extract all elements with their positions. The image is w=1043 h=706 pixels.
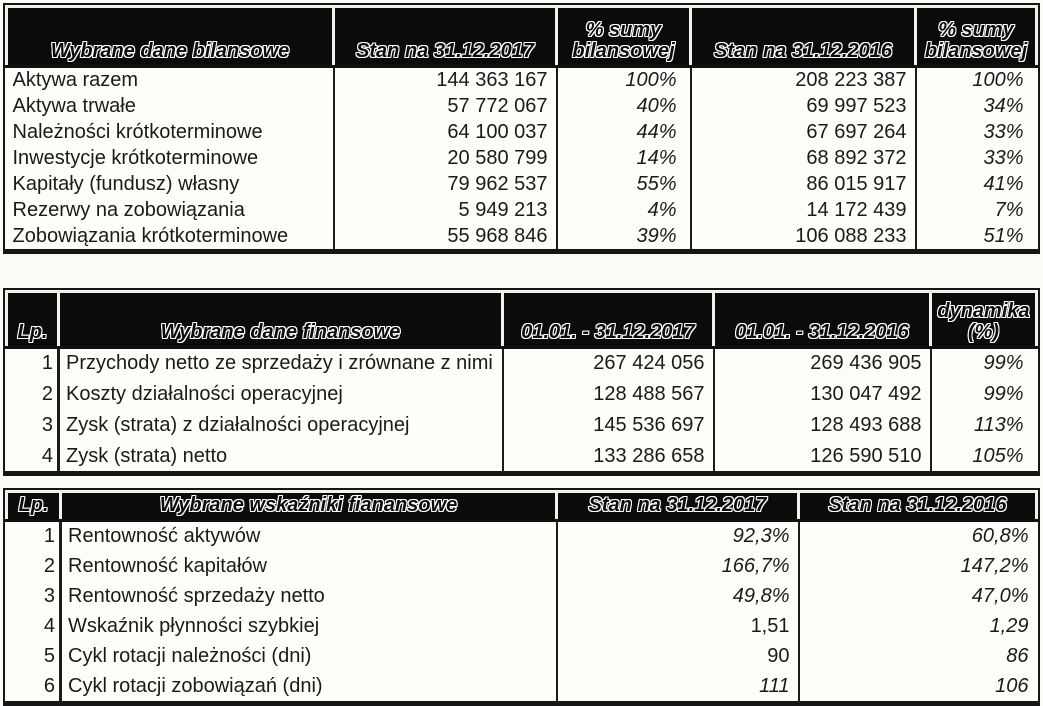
table-row [7, 641, 1037, 671]
row-number: 2 [41, 382, 53, 405]
table-row [7, 611, 1037, 641]
value-2016: 106 [799, 671, 1037, 701]
row-label: Cykl rotacji zobowiązań (dni) [61, 671, 557, 701]
row-label: Zobowiązania krótkoterminowe [12, 224, 289, 247]
table-row [7, 551, 1037, 581]
row-label: Rentowność sprzedaży netto [61, 581, 557, 611]
percent-2017: 39% [557, 223, 691, 249]
percent-2016: 100% [916, 67, 1037, 93]
row-number: 4 [43, 614, 55, 637]
financial-data-table-header [7, 291, 1037, 347]
value-2017: 55 968 846 [334, 223, 557, 249]
value-2017: 20 580 799 [334, 145, 557, 171]
row-label: Rentowność aktywów [61, 521, 557, 551]
row-label: Wskaźnik płynności szybkiej [61, 611, 557, 641]
value-2016: 1,29 [799, 611, 1037, 641]
row-number: 4 [41, 444, 53, 467]
col-header-ratios-name: Wybrane wskaźniki fianansowe [61, 492, 557, 521]
row-label: Aktywa razem [12, 69, 139, 92]
percent-2017: 4% [557, 197, 691, 223]
value-2016: 60,8% [799, 521, 1037, 551]
col-header-pct-2016: % sumy bilansowej [916, 7, 1037, 67]
financial-ratios-table-header [7, 492, 1037, 521]
value-2017: 267 424 056 [503, 347, 714, 378]
value-2016: 86 [799, 641, 1037, 671]
percent-2017: 55% [557, 171, 691, 197]
value-2016: 130 047 492 [714, 378, 931, 409]
value-2017: 145 536 697 [503, 409, 714, 440]
percent-2016: 34% [916, 93, 1037, 119]
percent-2017: 14% [557, 145, 691, 171]
dynamics-percent: 113% [931, 409, 1037, 440]
value-2016: 67 697 264 [691, 119, 916, 145]
table-row [7, 67, 1037, 93]
value-2016: 147,2% [799, 551, 1037, 581]
balance-sheet-table [3, 3, 1040, 254]
value-2017: 1,51 [557, 611, 799, 641]
col-header-state-2017: Stan na 31.12.2017 [557, 492, 799, 521]
value-2017: 64 100 037 [334, 119, 557, 145]
table-row [7, 93, 1037, 119]
value-2016: 68 892 372 [691, 145, 916, 171]
row-number: 5 [43, 644, 55, 667]
value-2017: 133 286 658 [503, 440, 714, 471]
value-2016: 69 997 523 [691, 93, 916, 119]
col-header-lp: Lp. [7, 492, 61, 521]
value-2017: 79 962 537 [334, 171, 557, 197]
percent-2017: 44% [557, 119, 691, 145]
value-2017: 5 949 213 [334, 197, 557, 223]
row-number: 3 [41, 413, 53, 436]
percent-2016: 33% [916, 145, 1037, 171]
col-header-balance-name: Wybrane dane bilansowe [7, 7, 334, 67]
row-label: Zysk (strata) z działalności operacyjnej [59, 409, 503, 440]
value-2016: 126 590 510 [714, 440, 931, 471]
value-2016: 208 223 387 [691, 67, 916, 93]
col-header-state-2016: Stan na 31.12.2016 [799, 492, 1037, 521]
financial-data-table [3, 288, 1040, 477]
value-2017: 128 488 567 [503, 378, 714, 409]
value-2017: 144 363 167 [334, 67, 557, 93]
col-header-pct-2017: % sumy bilansowej [557, 7, 691, 67]
table-row [7, 145, 1037, 171]
row-number: 2 [43, 554, 55, 577]
dynamics-percent: 99% [931, 378, 1037, 409]
row-label: Aktywa trwałe [12, 94, 136, 117]
row-label: Rentowność kapitałów [61, 551, 557, 581]
value-2016: 269 436 905 [714, 347, 931, 378]
value-2017: 90 [557, 641, 799, 671]
row-label: Należności krótkoterminowe [12, 120, 263, 143]
col-header-financial-name: Wybrane dane finansowe [59, 291, 503, 347]
col-header-state-2016: Stan na 31.12.2016 [691, 7, 916, 67]
balance-sheet-table-header [7, 7, 1037, 67]
percent-2016: 33% [916, 119, 1037, 145]
col-header-period-2016: 01.01. - 31.12.2016 [714, 291, 931, 347]
value-2017: 49,8% [557, 581, 799, 611]
value-2017: 92,3% [557, 521, 799, 551]
value-2016: 106 088 233 [691, 223, 916, 249]
table-row [7, 671, 1037, 701]
table-row [7, 521, 1037, 551]
percent-2016: 41% [916, 171, 1037, 197]
table-row [7, 171, 1037, 197]
row-number: 3 [43, 584, 55, 607]
table-row [7, 378, 1037, 409]
table-row [7, 440, 1037, 471]
value-2016: 128 493 688 [714, 409, 931, 440]
percent-2017: 40% [557, 93, 691, 119]
row-label: Cykl rotacji należności (dni) [61, 641, 557, 671]
row-number: 1 [41, 352, 53, 375]
col-header-period-2017: 01.01. - 31.12.2017 [503, 291, 714, 347]
table-row [7, 197, 1037, 223]
table-row [7, 119, 1037, 145]
financial-ratios-table [3, 488, 1040, 706]
dynamics-percent: 105% [931, 440, 1037, 471]
col-header-state-2017: Stan na 31.12.2017 [334, 7, 557, 67]
percent-2016: 7% [916, 197, 1037, 223]
row-label: Rezerwy na zobowiązania [12, 198, 245, 221]
row-number: 1 [43, 525, 55, 548]
row-label: Przychody netto ze sprzedaży i zrównane z nimi [59, 347, 503, 378]
row-label: Zysk (strata) netto [59, 440, 503, 471]
table-row [7, 223, 1037, 249]
value-2017: 57 772 067 [334, 93, 557, 119]
table-row [7, 347, 1037, 378]
table-row [7, 581, 1037, 611]
dynamics-percent: 99% [931, 347, 1037, 378]
value-2017: 111 [557, 671, 799, 701]
row-label: Inwestycje krótkoterminowe [12, 146, 259, 169]
percent-2016: 51% [916, 223, 1037, 249]
value-2017: 166,7% [557, 551, 799, 581]
row-label: Koszty działalności operacyjnej [59, 378, 503, 409]
table-row [7, 409, 1037, 440]
row-label: Kapitały (fundusz) własny [12, 172, 240, 195]
value-2016: 47,0% [799, 581, 1037, 611]
value-2016: 14 172 439 [691, 197, 916, 223]
col-header-lp: Lp. [7, 291, 59, 347]
row-number: 6 [43, 674, 55, 697]
percent-2017: 100% [557, 67, 691, 93]
col-header-dynamics: dynamika (%) [931, 291, 1037, 347]
value-2016: 86 015 917 [691, 171, 916, 197]
